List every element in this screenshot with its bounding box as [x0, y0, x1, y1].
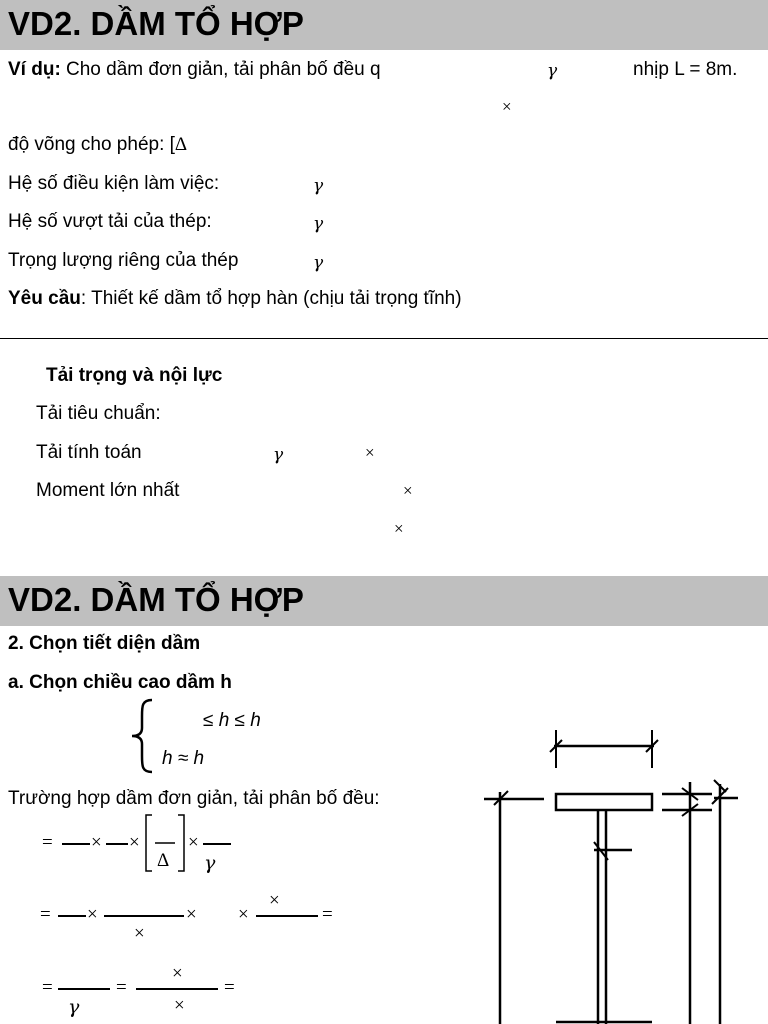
eq2-times-2: × — [186, 904, 197, 925]
eq3-times-num: × — [172, 963, 183, 984]
slide-title-2: VD2. DẦM TỔ HỢP — [8, 581, 304, 618]
slide-title: VD2. DẦM TỔ HỢP — [8, 5, 304, 42]
eq1-times-2: × — [129, 832, 140, 853]
coef-overload-label: Hệ số vượt tải của thép: — [8, 211, 212, 232]
slide-2 — [0, 576, 768, 1024]
deflection-delta: Δ — [174, 134, 188, 155]
section-heading: Tải trọng và nội lực — [46, 365, 223, 386]
max-moment-label: Moment lớn nhất — [36, 480, 180, 501]
eq1-frac-3 — [203, 843, 231, 845]
eq1-gamma: γ — [204, 852, 216, 874]
eq1-equals: = — [42, 832, 53, 853]
slide-divider — [0, 338, 768, 339]
eq3-times-den: × — [174, 995, 185, 1016]
brace-icon — [128, 696, 158, 776]
moment-times-1: × — [403, 481, 413, 500]
eq2-equals: = — [40, 904, 51, 925]
coef-work-symbol: γ — [313, 176, 324, 196]
eq3-gamma: γ — [68, 996, 80, 1018]
example-label: Ví dụ: — [8, 59, 61, 80]
requirement-label: Yêu cầu — [8, 288, 81, 309]
i-beam-section-diagram — [482, 726, 742, 1016]
eq3-equals-end: = — [224, 977, 235, 998]
eq2-frac-2 — [104, 915, 184, 917]
example-times: × — [502, 97, 512, 116]
deflection-label — [8, 134, 187, 156]
eq3-frac-1 — [58, 988, 110, 990]
coef-overload-symbol: γ — [313, 214, 324, 234]
eq1-times-1: × — [91, 832, 102, 853]
coef-work-label: Hệ số điều kiện làm việc: — [8, 173, 220, 194]
eq1-frac-1 — [62, 843, 90, 845]
eq1-times-3: × — [188, 832, 199, 853]
case-text: Trường hợp dầm đơn giản, tải phân bố đều: — [8, 788, 380, 809]
eq1-delta: Δ — [157, 850, 170, 871]
section-heading-2: 2. Chọn tiết diện dầm — [8, 633, 201, 654]
deflection-text: độ võng cho phép: [ — [8, 134, 175, 155]
eq2-frac-3 — [256, 915, 318, 917]
eq3-equals: = — [42, 977, 53, 998]
design-load-times: × — [365, 443, 375, 462]
title-bar-2 — [0, 576, 768, 626]
title-bar — [0, 0, 768, 50]
moment-times-2: × — [394, 519, 404, 538]
standard-load-label: Tải tiêu chuẩn: — [36, 403, 161, 424]
eq2-times-1: × — [87, 904, 98, 925]
condition-1: ≤ h ≤ h — [203, 710, 261, 731]
design-load-gamma: γ — [273, 445, 284, 465]
eq3-equals-2: = — [116, 977, 127, 998]
unit-weight-symbol: γ — [313, 253, 324, 273]
example-text: Cho dầm đơn giản, tải phân bố đều q — [66, 59, 381, 80]
eq2-times-den: × — [134, 923, 145, 944]
condition-2: h ≈ h — [162, 748, 205, 769]
unit-weight-label: Trọng lượng riêng của thép — [8, 250, 239, 271]
eq2-times-3: × — [238, 904, 249, 925]
requirement — [8, 288, 462, 310]
subsection-heading-a: a. Chọn chiều cao dầm h — [8, 672, 232, 693]
eq3-frac-2 — [136, 988, 218, 990]
eq2-frac-1 — [58, 915, 86, 917]
eq2-times-num: × — [269, 890, 280, 911]
eq1-frac-2 — [106, 843, 128, 845]
example-gamma: γ — [547, 61, 558, 81]
eq2-equals-end: = — [322, 904, 333, 925]
example-span: nhịp L = 8m. — [633, 59, 738, 80]
requirement-text: : Thiết kế dầm tổ hợp hàn (chịu tải trọng tĩnh) — [80, 288, 462, 309]
design-load-label: Tải tính toán — [36, 442, 142, 463]
